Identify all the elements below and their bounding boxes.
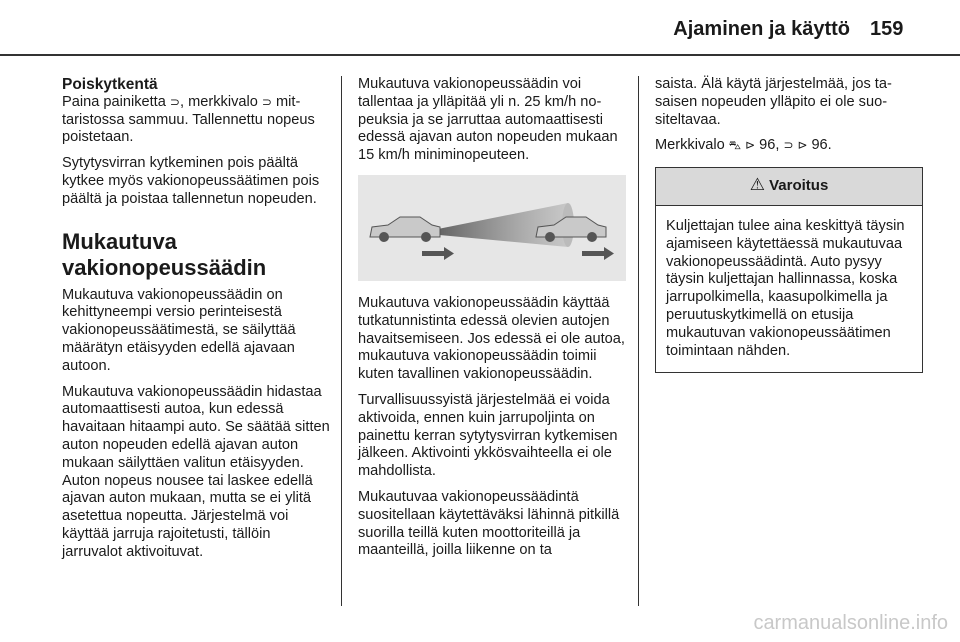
reference-arrow-icon: ⊳ — [741, 138, 756, 153]
paragraph-intro: Mukautuva vakionopeussäädin on kehittyneempi versio perinteisestä vakionopeussäätimestä, se säilyttää määrätyn etäisyyden edellä ajavaan autoon. — [62, 286, 296, 374]
paragraph-radar: Mukautuva vakionopeussäädin käyttää tutkatunnistinta edessä olevien autojen havaitsemiseen. Jos edessä ei ole autoa, mukautuva vakionopeussäädin toimii kuten tavallinen vakionopeussäädin. — [358, 294, 625, 383]
text-fragment: mittaristossa sammuu. Tallennettu nopeus poistetaan. — [62, 93, 315, 146]
paragraph-continued: saista. Älä käytä järjestelmää, jos tasaisen nopeuden ylläpito ei ole suositeltavaa. — [655, 76, 892, 128]
direction-arrow — [422, 247, 454, 260]
heading-poiskytkenta: Poiskytkentä — [62, 76, 158, 93]
section-title: Mukautuva vakionopeussäädin — [62, 228, 267, 280]
column-divider-2 — [638, 76, 639, 606]
text-fragment: 96, — [755, 137, 784, 154]
paragraph-operation: Mukautuva vakionopeussäädin hidastaa automaattisesti autoa, kun edessä havaitaan hitaampi auto. Se säätää sitten auton nopeuden edellä ajavan auton mukaan säilyttäen valitun etäisyyden. Auton nopeus nousee tai laskee edellä ajavan auton mukaan, mutta se ei ylitä asetettua nopeutta. Järjestelmä voi käyttää jarruja rajoitetusti, tällöin jarruvalot aktivoituvat. — [62, 383, 330, 560]
car-icon: ⛍ — [728, 138, 742, 153]
direction-arrow — [582, 247, 614, 260]
text-fragment: 96. — [807, 137, 832, 154]
column-3 — [655, 76, 923, 373]
column-1 — [62, 76, 330, 570]
cruise-control-icon: ⊃ — [783, 138, 794, 153]
radar-diagram — [358, 175, 626, 281]
cruise-control-icon: ⊃ — [169, 94, 180, 109]
reference-arrow-icon: ⊳ — [793, 138, 808, 153]
text-fragment: Merkkivalo — [655, 137, 729, 154]
paragraph-reference — [655, 137, 923, 155]
radar-illustration — [358, 175, 626, 281]
watermark: carmanualsonline.info — [753, 612, 948, 634]
radar-beam — [418, 203, 568, 247]
warning-header — [656, 168, 922, 206]
warning-text: Kuljettajan tulee aina keskittyä täysin ajamiseen käytettäessä mukautuvaa vakionopeussäädintä. Auto pysyy täysin kuljettajan hallinnassa, koska jarrupolkimella, kaasupolkimella ja peruutuskytkimellä on etusija mukautuvan vakionopeussäätimen toimintaan nähden. — [666, 217, 905, 359]
paragraph-safety: Turvallisuussyistä järjestelmää ei voida aktivoida, ennen kuin jarrupoljinta on painettu kerran sytytysvirran kytkemisen jälkeen. Aktivointi ykkösvaihteella ei ole mahdollista. — [358, 391, 618, 480]
own-car — [370, 217, 440, 242]
chapter-title: Ajaminen ja käyttö — [673, 18, 850, 40]
column-2 — [358, 76, 626, 568]
page-number: 159 — [870, 18, 904, 40]
column-divider-1 — [341, 76, 342, 606]
warning-icon: ⚠ — [749, 175, 765, 195]
paragraph-ignition: Sytytysvirran kytkeminen pois päältä kytkee myös vakionopeussäätimen pois päältä ja poistaa tallennetun nopeuden. — [62, 155, 320, 207]
warning-box — [655, 167, 923, 373]
warning-title: Varoitus — [769, 177, 829, 195]
paragraph-switch-off — [62, 94, 330, 147]
text-fragment: , merkkivalo — [179, 93, 262, 110]
paragraph-recommendation: Mukautuvaa vakionopeussäädintä suositellaan käytettäväksi lähinnä pitkillä suorilla teillä kuten moottoriteillä ja maanteillä, joilla liikenne on ta — [358, 488, 620, 559]
header-divider — [0, 54, 960, 56]
text-fragment: Paina painiketta — [62, 93, 170, 110]
paragraph-speed-range: Mukautuva vakionopeussäädin voi tallentaa ja ylläpitää yli n. 25 km/h nopeuksia ja se jarruttaa automaattisesti edessä ajavan auton nopeuden mukaan 15 km/h miniminopeuteen. — [358, 76, 618, 164]
cruise-control-icon: ⊃ — [261, 94, 272, 109]
